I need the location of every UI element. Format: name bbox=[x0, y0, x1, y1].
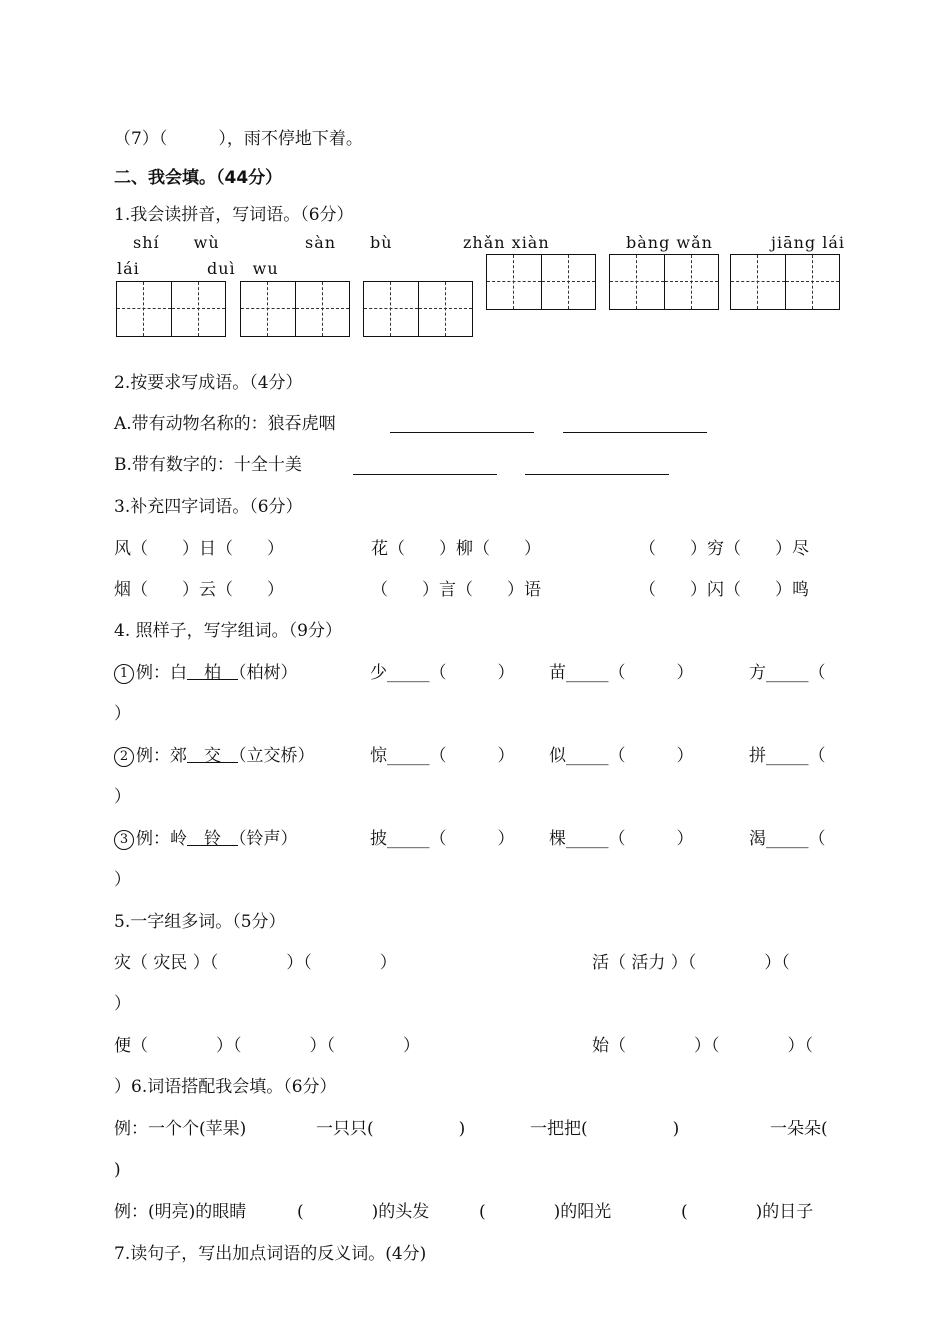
q6-item: 一把把( ) bbox=[530, 1119, 680, 1139]
q6-item: 例：(明亮)的眼睛 bbox=[114, 1202, 247, 1222]
pinyin-lai: lái bbox=[117, 259, 140, 278]
q4-item: 棵_____（ ） bbox=[549, 829, 694, 849]
q2-a: A.带有动物名称的：狼吞虎咽 bbox=[114, 414, 336, 434]
q6-title: ）6.词语搭配我会填。（6分） bbox=[114, 1077, 337, 1097]
q5-row-1-right: 活（ 活力 ）（ ）（ bbox=[592, 953, 790, 973]
q2-b-blank-1[interactable] bbox=[353, 474, 497, 475]
q4-close: ） bbox=[114, 870, 131, 890]
q4-row-1-example: 1 例：白 柏 （柏树） bbox=[114, 662, 298, 684]
q3-title: 3.补充四字词语。（6分） bbox=[114, 497, 303, 517]
writing-grid-4[interactable] bbox=[486, 254, 596, 310]
pinyin-jiang: jiāng lái bbox=[771, 233, 846, 252]
q5-title: 5.一字组多词。（5分） bbox=[114, 912, 286, 932]
q5-close: ） bbox=[114, 994, 131, 1014]
q4-item: 方_____（ bbox=[749, 663, 826, 683]
q7-title: 7.读句子，写出加点词语的反义词。(4分) bbox=[114, 1244, 427, 1264]
writing-grid-3[interactable] bbox=[363, 281, 473, 337]
writing-grid-5[interactable] bbox=[609, 254, 719, 310]
q1-title: 1.我会读拼音，写词语。（6分） bbox=[114, 205, 354, 225]
q3-item: 花（ ）柳（ ） bbox=[371, 539, 541, 559]
q4-item: 惊_____（ ） bbox=[370, 746, 515, 766]
q4-item: 渴_____（ bbox=[749, 829, 826, 849]
q4-row-2-example: 2 例：郊 交 （立交桥） bbox=[114, 745, 315, 767]
q2-b-blank-2[interactable] bbox=[525, 474, 669, 475]
q6-item: 一朵朵( bbox=[770, 1119, 828, 1139]
q4-item: 拼_____（ bbox=[749, 746, 826, 766]
circled-number: 1 bbox=[114, 664, 134, 684]
q6-item: ( )的日子 bbox=[681, 1202, 814, 1222]
prev-question-7: （7）（ ），雨不停地下着。 bbox=[114, 129, 363, 149]
q6-item: 一只只( ) bbox=[316, 1119, 466, 1139]
q6-close: ) bbox=[114, 1160, 121, 1180]
q2-a-blank-2[interactable] bbox=[563, 432, 707, 433]
q3-item: 风（ ）日（ ） bbox=[114, 539, 284, 559]
q6-item: ( )的阳光 bbox=[479, 1202, 612, 1222]
q4-row-3-example: 3 例：岭 铃 （铃声） bbox=[114, 828, 298, 850]
q4-item: 披_____（ ） bbox=[370, 829, 515, 849]
pinyin-sanbu: sàn bù bbox=[305, 233, 393, 252]
q4-item: 少_____（ ） bbox=[370, 663, 515, 683]
q6-item: ( )的头发 bbox=[297, 1202, 430, 1222]
q4-title: 4. 照样子，写字组词。（9分） bbox=[114, 621, 342, 641]
circled-number: 3 bbox=[114, 830, 134, 850]
q2-b: B.带有数字的：十全十美 bbox=[114, 455, 302, 475]
pinyin-bangwan: bàng wǎn bbox=[626, 233, 713, 252]
writing-grid-6[interactable] bbox=[730, 254, 840, 310]
q5-row-1-left: 灾（ 灾民 ）（ ）（ ） bbox=[114, 953, 397, 973]
pinyin-zhanxian: zhǎn xiàn bbox=[463, 233, 550, 252]
q5-row-2-right: 始（ ）（ ）（ bbox=[592, 1036, 813, 1056]
q2-title: 2.按要求写成语。（4分） bbox=[114, 373, 303, 393]
q4-item: 苗_____（ ） bbox=[549, 663, 694, 683]
q2-a-blank-1[interactable] bbox=[390, 432, 534, 433]
q6-item: 例：一个个(苹果) bbox=[114, 1119, 247, 1139]
q3-item: （ ）穷（ ）尽 bbox=[639, 539, 809, 559]
writing-grid-2[interactable] bbox=[240, 281, 350, 337]
q4-item: 似_____（ ） bbox=[549, 746, 694, 766]
q3-item: 烟（ ）云（ ） bbox=[114, 580, 284, 600]
section-2-title: 二、我会填。（44分） bbox=[114, 168, 283, 188]
writing-grid-1[interactable] bbox=[116, 281, 226, 337]
q3-item: （ ）闪（ ）鸣 bbox=[639, 580, 809, 600]
q4-close: ） bbox=[114, 787, 131, 807]
q3-item: （ ）言（ ）语 bbox=[371, 580, 541, 600]
q5-row-2-left: 便（ ）（ ）（ ） bbox=[114, 1036, 420, 1056]
pinyin-duiwu: duì wu bbox=[207, 259, 279, 278]
circled-number: 2 bbox=[114, 747, 134, 767]
pinyin-shiwu: shí wù bbox=[133, 233, 220, 252]
q4-close: ） bbox=[114, 704, 131, 724]
